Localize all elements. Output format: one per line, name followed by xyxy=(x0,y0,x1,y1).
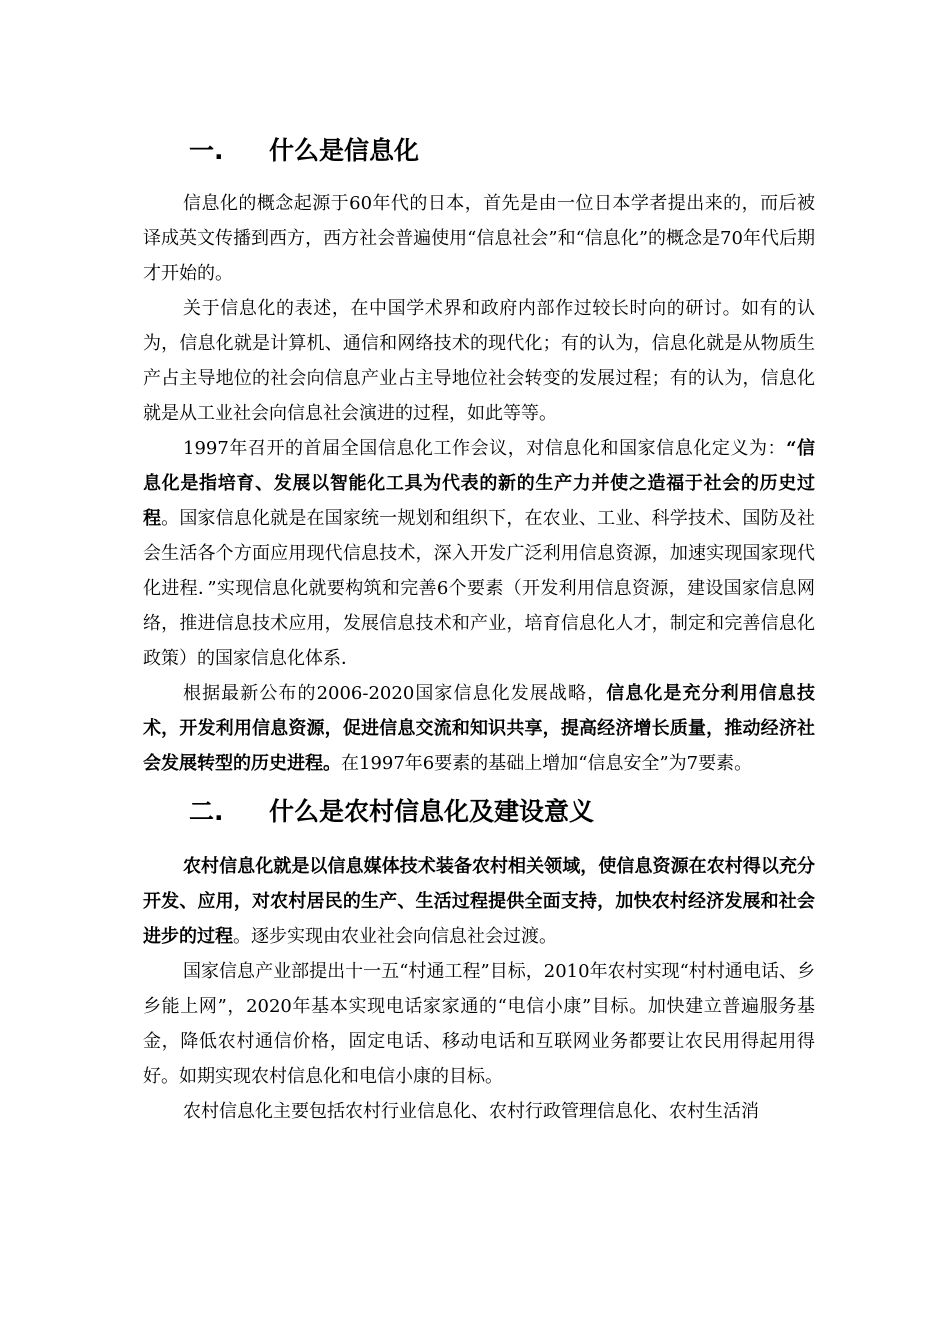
section-2-paragraph-1-rest: 。逐步实现由农业社会向信息社会过渡。 xyxy=(233,926,557,947)
paragraph-3-rest: 。国家信息化就是在国家统一规划和组织下，在农业、工业、科学技术、国防及社会生活各个方面应用现代信息技术，深入开发广泛利用信息资源，加速实现国家现代化进程．”实现信息化就要构筑和完善6个要素（开发利用信息资源，建设国家信息网络，推进信息技术应用，发展信息技术和产业，培育信息化人才，制定和完善信息化政策）的国家信息化体系． xyxy=(143,508,816,669)
section-2-paragraph-3: 农村信息化主要包括农村行业信息化、农村行政管理信息化、农村生活消 xyxy=(183,1101,759,1122)
section-1-paragraph-4 xyxy=(143,676,815,781)
section-1-paragraph-1: 信息化的概念起源于60年代的日本，首先是由一位日本学者提出来的，而后被译成英文传播到西方，西方社会普遍使用“信息社会”和“信息化”的概念是70年代后期才开始的。 xyxy=(143,193,815,284)
section-1-paragraph-2: 关于信息化的表述，在中国学术界和政府内部作过较长时向的研讨。如有的认为，信息化就是计算机、通信和网络技术的现代化；有的认为，信息化就是从物质生产占主导地位的社会向信息产业占主导地位社会转变的发展过程；有的认为，信息化就是从工业社会向信息社会演进的过程，如此等等。 xyxy=(143,298,815,424)
section-1-heading xyxy=(143,128,815,174)
section-2-definition: 农村信息化就是以信息媒体技术装备农村相关领域，使信息资源在农村得以充分开发、应用，对农村居民的生产、生活过程提供全面支持，加快农村经济发展和社会进步的过程 xyxy=(143,856,815,947)
paragraph-4-rest: 在1997年6要素的基础上增加“信息安全”为7要素。 xyxy=(341,753,753,774)
paragraph-3-lead: 1997年召开的首届全国信息化工作会议，对信息化和国家信息化定义为： xyxy=(183,438,787,459)
paragraph-3-definition: “信息化是指培育、发展以智能化工具为代表的新的生产力并使之造福于社会的历史过程 xyxy=(143,438,815,529)
section-2-paragraph-1 xyxy=(143,849,815,954)
document-page xyxy=(143,128,815,1129)
paragraph-4-lead: 根据最新公布的2006-2020国家信息化发展战略， xyxy=(183,683,607,704)
section-2-number: 二. xyxy=(189,797,224,826)
section-2-paragraph-2: 国家信息产业部提出十一五“村通工程”目标，2010年农村实现“村村通电话、乡乡能上网”，2020年基本实现电话家家通的“电信小康”目标。加快建立普遍服务基金，降低农村通信价格，固定电话、移动电话和互联网业务都要让农民用得起用得好。如期实现农村信息化和电信小康的目标。 xyxy=(143,961,815,1087)
section-2-title: 什么是农村信息化及建设意义 xyxy=(269,797,595,826)
paragraph-4-definition: 信息化是充分利用信息技术，开发利用信息资源，促进信息交流和知识共享，提高经济增长质量，推动经济社会发展转型的历史进程。 xyxy=(143,683,816,774)
section-1-title: 什么是信息化 xyxy=(269,136,420,165)
section-1-number: 一. xyxy=(189,136,224,165)
section-1-paragraph-3 xyxy=(143,431,815,676)
section-2-heading xyxy=(143,789,815,835)
